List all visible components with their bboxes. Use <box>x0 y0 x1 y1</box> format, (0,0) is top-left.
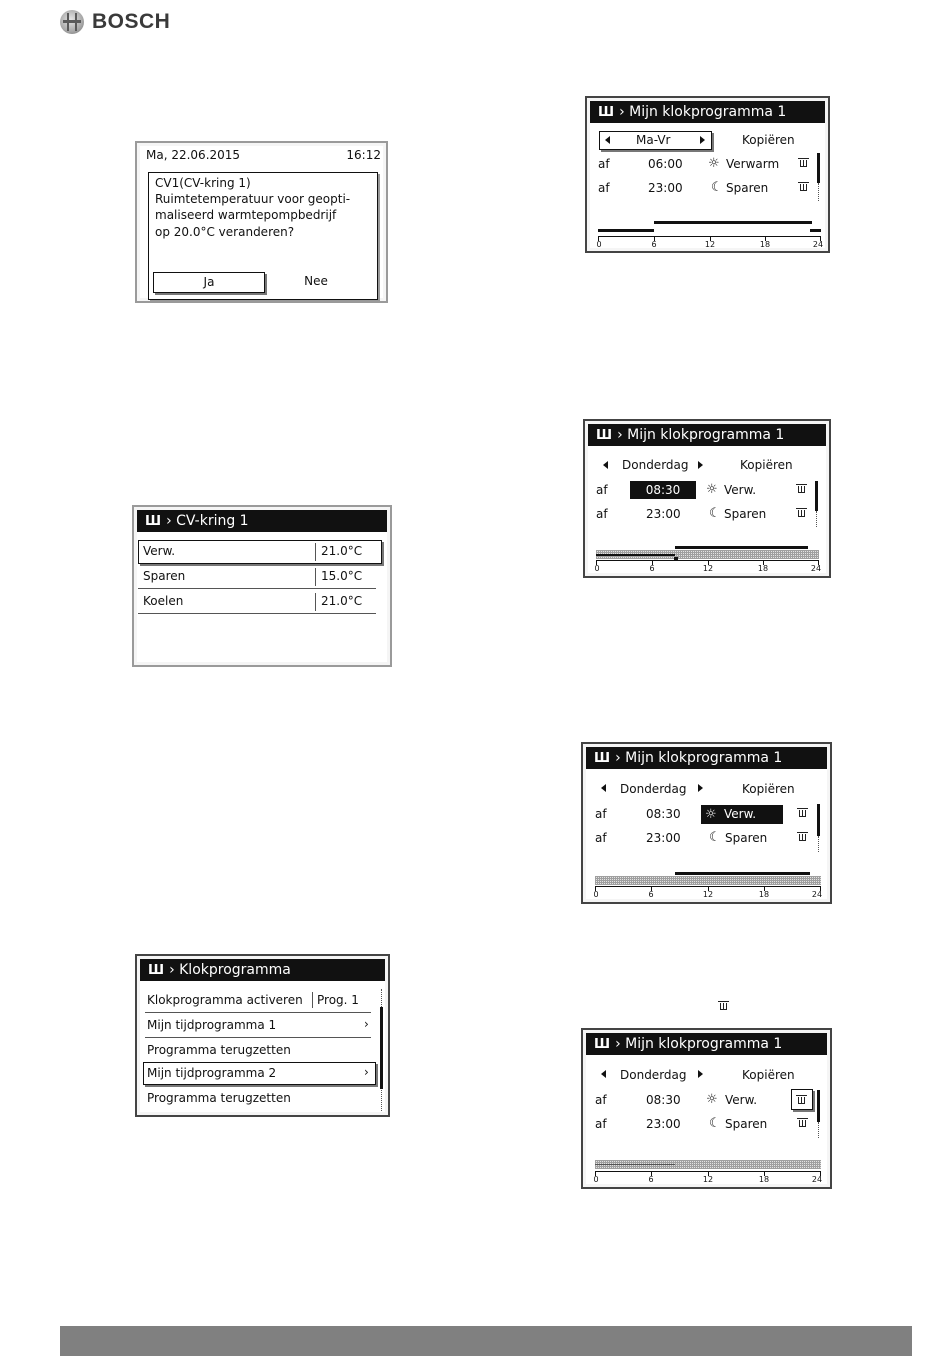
axis-label-6: 6 <box>648 890 654 899</box>
home-icon[interactable]: Ш <box>594 1037 610 1052</box>
timeline-bar-verw <box>675 546 808 549</box>
scrollbar-thumb[interactable] <box>817 1090 820 1122</box>
schedule-header <box>588 424 826 446</box>
mode-2[interactable]: Sparen <box>724 507 767 521</box>
switch-time-1[interactable]: 08:30 <box>646 807 681 821</box>
axis-label-24: 24 <box>810 564 822 573</box>
scrollbar-thumb[interactable] <box>380 1007 383 1089</box>
sun-icon: ☼ <box>708 156 720 171</box>
row-separator <box>145 1037 371 1038</box>
row-value-verw[interactable]: 21.0°C <box>321 544 363 558</box>
dialog-line1: CV1(CV-kring 1) <box>155 176 251 190</box>
copy-button[interactable]: Kopiëren <box>742 782 795 796</box>
scroll-track[interactable] <box>818 1122 820 1138</box>
dialog-date: Ma, 22.06.2015 <box>146 148 241 162</box>
arrow-left-icon[interactable] <box>601 784 606 792</box>
axis-label-0: 0 <box>593 890 599 899</box>
schedule-header <box>586 1033 827 1055</box>
day-label[interactable]: Donderdag <box>620 1068 687 1082</box>
klok-row-reset1[interactable]: Programma terugzetten <box>147 1043 291 1057</box>
dialog-screen <box>135 141 388 303</box>
copy-button[interactable]: Kopiëren <box>740 458 793 472</box>
circuit-screen <box>132 505 392 667</box>
row-separator <box>138 613 376 614</box>
moon-icon: ☾ <box>709 506 721 521</box>
trash-icon[interactable] <box>799 157 808 167</box>
divider <box>315 543 316 561</box>
day-label[interactable]: Donderdag <box>622 458 689 472</box>
schedule-title: Mijn klokprogramma 1 <box>625 1036 783 1052</box>
arrow-left-icon[interactable] <box>605 136 610 144</box>
home-icon[interactable]: Ш <box>596 428 612 443</box>
dialog-box <box>148 172 378 300</box>
timeline-bar-sparen <box>598 229 654 232</box>
divider <box>312 992 313 1008</box>
mode-2[interactable]: Sparen <box>726 181 769 195</box>
yes-button[interactable]: Ja <box>153 272 265 293</box>
home-icon[interactable]: Ш <box>148 963 164 978</box>
timeline-bar-sparen <box>596 554 675 556</box>
scroll-track[interactable] <box>816 511 818 527</box>
switch-time-2[interactable]: 23:00 <box>646 831 681 845</box>
switch-off-label: af <box>595 1117 607 1131</box>
arrow-right-icon[interactable] <box>698 1070 703 1078</box>
axis-label-12: 12 <box>704 240 716 249</box>
timeline-bar-sparen <box>810 229 821 232</box>
trash-icon[interactable] <box>797 1094 806 1104</box>
klok-row-reset2[interactable]: Programma terugzetten <box>147 1091 291 1105</box>
dialog-line3: maliseerd warmtepompbedrijf <box>155 208 337 222</box>
axis-label-24: 24 <box>812 240 824 249</box>
row-label-verw[interactable]: Verw. <box>143 544 176 558</box>
divider <box>315 593 316 611</box>
schedule-title: Mijn klokprogramma 1 <box>625 750 783 766</box>
arrow-left-icon[interactable] <box>601 1070 606 1078</box>
schedule-screen-4 <box>581 1028 832 1189</box>
trash-icon[interactable] <box>797 483 806 493</box>
klok-row-activate-value[interactable]: Prog. 1 <box>317 993 359 1007</box>
axis-label-0: 0 <box>594 564 600 573</box>
switch-off-label: af <box>595 831 607 845</box>
bosch-logo <box>60 10 170 34</box>
row-separator <box>145 1012 371 1013</box>
mode-1[interactable]: Verw. <box>724 807 757 821</box>
axis-label-6: 6 <box>648 1175 654 1184</box>
trash-icon[interactable] <box>798 1117 807 1127</box>
chevron-right-icon: › <box>364 1065 369 1079</box>
schedule-title: Mijn klokprogramma 1 <box>629 104 787 120</box>
arrow-left-icon[interactable] <box>603 461 608 469</box>
switch-off-label: af <box>595 807 607 821</box>
switch-off-label: af <box>598 157 610 171</box>
circuit-title: CV-kring 1 <box>176 513 249 529</box>
bosch-armature-icon <box>60 10 84 34</box>
switch-time-2[interactable]: 23:00 <box>648 181 683 195</box>
footer-bar <box>60 1326 912 1356</box>
timeline-dotted-area <box>595 876 821 885</box>
timeline-bar-verw <box>675 872 810 875</box>
circuit-header <box>137 510 387 532</box>
schedule-screen-1 <box>585 96 830 253</box>
klok-row-activate[interactable]: Klokprogramma activeren <box>147 993 303 1007</box>
switch-time-1[interactable]: 06:00 <box>648 157 683 171</box>
row-label-sparen[interactable]: Sparen <box>143 569 186 583</box>
breadcrumb-sep: › <box>619 104 625 120</box>
dialog-line4: op 20.0°C veranderen? <box>155 225 295 239</box>
arrow-right-icon[interactable] <box>700 136 705 144</box>
axis-label-18: 18 <box>758 1175 770 1184</box>
axis-label-18: 18 <box>759 240 771 249</box>
row-label-koelen[interactable]: Koelen <box>143 594 184 608</box>
timeline-line <box>595 1164 675 1165</box>
switch-off-label: af <box>598 181 610 195</box>
home-icon[interactable]: Ш <box>598 105 614 120</box>
moon-icon: ☾ <box>709 1116 721 1131</box>
schedule-header <box>586 747 827 769</box>
scrollbar-thumb[interactable] <box>817 804 820 836</box>
axis-label-6: 6 <box>651 240 657 249</box>
mode-2[interactable]: Sparen <box>725 1117 768 1131</box>
row-value-koelen[interactable]: 21.0°C <box>321 594 363 608</box>
klok-screen <box>135 954 390 1117</box>
axis-label-24: 24 <box>811 890 823 899</box>
switch-time-1-selected[interactable]: 08:30 <box>630 481 696 499</box>
breadcrumb-sep: › <box>617 427 623 443</box>
timeline-bar-verwarm <box>654 221 812 224</box>
schedule-header <box>590 101 825 123</box>
schedule-screen-3 <box>581 742 832 904</box>
copy-button[interactable]: Kopiëren <box>742 1068 795 1082</box>
moon-icon: ☾ <box>709 830 721 845</box>
axis-label-12: 12 <box>702 890 714 899</box>
sun-icon: ☼ <box>706 1092 718 1107</box>
switch-time-2[interactable]: 23:00 <box>646 507 681 521</box>
axis-label-18: 18 <box>757 564 769 573</box>
breadcrumb-sep: › <box>615 1036 621 1052</box>
axis-label-6: 6 <box>649 564 655 573</box>
switch-off-label: af <box>595 1093 607 1107</box>
switch-time-2[interactable]: 23:00 <box>646 1117 681 1131</box>
switch-time-1[interactable]: 08:30 <box>646 1093 681 1107</box>
switch-off-label: af <box>596 507 608 521</box>
trash-icon[interactable] <box>799 181 808 191</box>
sun-icon: ☼ <box>706 482 718 497</box>
trash-icon <box>719 1000 728 1010</box>
moon-icon: ☾ <box>711 180 723 195</box>
axis-label-18: 18 <box>758 890 770 899</box>
axis-label-12: 12 <box>702 1175 714 1184</box>
switch-off-label: af <box>596 483 608 497</box>
home-icon[interactable]: Ш <box>594 751 610 766</box>
chevron-right-icon: › <box>364 1017 369 1031</box>
home-icon[interactable]: Ш <box>145 514 161 529</box>
dialog-line2: Ruimtetemperatuur voor geopti- <box>155 192 351 206</box>
schedule-title: Mijn klokprogramma 1 <box>627 427 785 443</box>
klok-row-prog2[interactable]: Mijn tijdprogramma 2 <box>147 1066 277 1080</box>
arrow-right-icon[interactable] <box>698 461 703 469</box>
sun-icon: ☼ <box>705 807 717 822</box>
klok-title: Klokprogramma <box>179 962 291 978</box>
axis-label-12: 12 <box>702 564 714 573</box>
no-button[interactable]: Nee <box>304 274 328 288</box>
mode-1-selected[interactable] <box>701 805 783 824</box>
divider <box>315 568 316 586</box>
scroll-track[interactable] <box>818 183 820 201</box>
arrow-right-icon[interactable] <box>698 784 703 792</box>
axis-label-24: 24 <box>811 1175 823 1184</box>
copy-button[interactable]: Kopiëren <box>742 133 795 147</box>
trash-icon[interactable] <box>798 807 807 817</box>
axis-label-0: 0 <box>593 1175 599 1184</box>
day-label[interactable]: Ma-Vr <box>636 133 671 147</box>
scrollbar-thumb[interactable] <box>817 153 820 183</box>
klok-row-prog1[interactable]: Mijn tijdprogramma 1 <box>147 1018 277 1032</box>
row-separator <box>138 588 376 589</box>
mode-1[interactable]: Verw. <box>724 483 757 497</box>
mode-1[interactable]: Verw. <box>725 1093 758 1107</box>
breadcrumb-sep: › <box>166 513 172 529</box>
axis-label-0: 0 <box>596 240 602 249</box>
mode-1[interactable]: Verwarm <box>726 157 780 171</box>
breadcrumb-sep: › <box>169 962 175 978</box>
day-label[interactable]: Donderdag <box>620 782 687 796</box>
mode-2[interactable]: Sparen <box>725 831 768 845</box>
row-value-sparen[interactable]: 15.0°C <box>321 569 363 583</box>
schedule-screen-2 <box>583 419 831 578</box>
dialog-time: 16:12 <box>346 148 381 162</box>
scroll-track[interactable] <box>818 836 820 852</box>
brand-name: BOSCH <box>92 10 171 33</box>
breadcrumb-sep: › <box>615 750 621 766</box>
trash-icon[interactable] <box>798 831 807 841</box>
scrollbar-thumb[interactable] <box>815 481 818 511</box>
klok-header <box>140 959 385 981</box>
trash-icon[interactable] <box>797 507 806 517</box>
